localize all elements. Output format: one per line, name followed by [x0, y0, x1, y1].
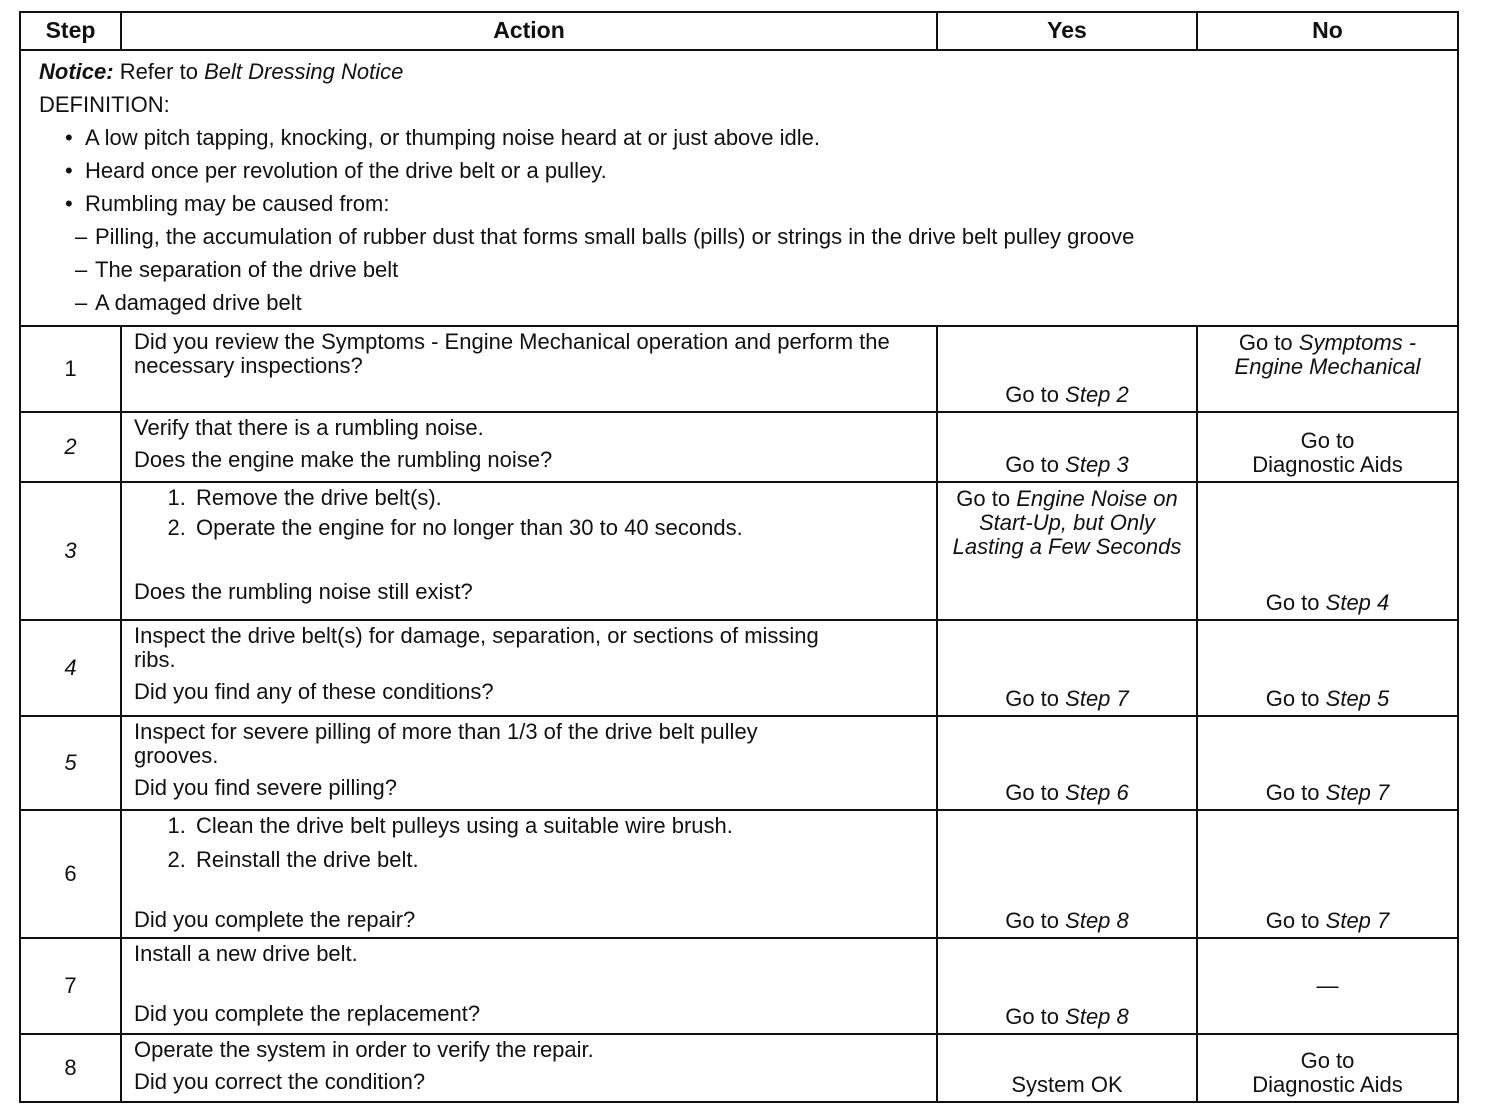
table-row: [20, 810, 1458, 938]
action-steps: [134, 486, 924, 540]
yes-prefix: Go to: [1005, 779, 1060, 805]
yes-cell[interactable]: [937, 326, 1197, 412]
action-text: Operate the system in order to verify the repair.: [134, 1037, 594, 1062]
yes-ref-link[interactable]: Step 3: [1065, 451, 1129, 477]
action-cell: [121, 1034, 937, 1102]
action-question: Did you find severe pilling?: [134, 775, 397, 801]
no-prefix: Go to: [1265, 685, 1320, 711]
action-cell: [121, 716, 937, 810]
yes-result: System OK: [1011, 1071, 1123, 1097]
action-text: Inspect for severe pilling of more than 1/3 of the drive belt pulley grooves.: [134, 719, 758, 769]
no-prefix: Go to: [1300, 1047, 1355, 1073]
definition-bullet: • A low pitch tapping, knocking, or thumping noise heard at or just above idle.: [87, 121, 1445, 154]
notice-ref-link[interactable]: Belt Dressing Notice: [204, 59, 404, 84]
action-cell: [121, 482, 937, 620]
action-text: Inspect the drive belt(s) for damage, separation, or sections of missing ribs.: [134, 623, 819, 673]
yes-ref-link[interactable]: Engine Noise on Start-Up, but Only Lasting a Few Seconds: [952, 486, 1182, 560]
yes-ref-link[interactable]: Step 8: [1065, 1003, 1129, 1029]
step-number: 1: [20, 326, 121, 412]
action-steps: [134, 814, 924, 872]
yes-cell[interactable]: [937, 1034, 1197, 1102]
notice-text: Refer to: [119, 59, 198, 84]
action-cell: [121, 620, 937, 716]
no-ref-link[interactable]: Diagnostic Aids: [1252, 1071, 1403, 1097]
definition-bullet: • Rumbling may be caused from:: [87, 187, 1445, 220]
action-question: Does the engine make the rumbling noise?: [134, 447, 553, 473]
no-prefix: Go to: [1265, 907, 1320, 933]
notice-label: Notice:: [39, 59, 114, 84]
no-ref-link[interactable]: Diagnostic Aids: [1252, 451, 1403, 477]
action-step: 2. Reinstall the drive belt.: [192, 848, 924, 872]
yes-cell[interactable]: [937, 482, 1197, 620]
header-no: No: [1197, 12, 1458, 50]
definition-bullet: • Heard once per revolution of the drive belt or a pulley.: [87, 154, 1445, 187]
action-question: Did you review the Symptoms - Engine Mechanical operation and perform the necessary inspections?: [134, 329, 890, 379]
action-cell: [121, 326, 937, 412]
step-number: 7: [20, 938, 121, 1034]
no-ref-link[interactable]: Step 7: [1325, 779, 1390, 805]
header-row: [20, 12, 1458, 50]
no-cell: [1197, 938, 1458, 1034]
no-ref-link[interactable]: Step 7: [1325, 907, 1390, 933]
table-row: [20, 482, 1458, 620]
step-number: 5: [20, 716, 121, 810]
cause-item: – A damaged drive belt: [97, 286, 1445, 319]
yes-prefix: Go to: [1005, 1003, 1060, 1029]
no-cell[interactable]: [1197, 716, 1458, 810]
yes-cell[interactable]: [937, 412, 1197, 482]
header-yes: Yes: [937, 12, 1197, 50]
table-row: [20, 412, 1458, 482]
table-row: [20, 1034, 1458, 1102]
table-row: [20, 620, 1458, 716]
action-question: Did you complete the replacement?: [134, 1001, 481, 1027]
action-text: Install a new drive belt.: [134, 941, 358, 966]
no-cell[interactable]: [1197, 482, 1458, 620]
no-cell[interactable]: [1197, 326, 1458, 412]
action-cell: [121, 412, 937, 482]
action-question: Did you correct the condition?: [134, 1069, 426, 1095]
yes-prefix: Go to: [1005, 451, 1060, 477]
definition-bullets: [39, 121, 1445, 220]
no-ref-link[interactable]: Step 4: [1325, 589, 1390, 615]
header-step: Step: [20, 12, 121, 50]
no-cell[interactable]: [1197, 412, 1458, 482]
yes-ref-link[interactable]: Step 8: [1065, 907, 1129, 933]
cause-item: – Pilling, the accumulation of rubber dust that forms small balls (pills) or strings in the drive belt pulley groove: [97, 220, 1445, 253]
no-prefix: Go to: [1238, 330, 1293, 355]
no-ref-link[interactable]: Symptoms - Engine Mechanical: [1234, 330, 1421, 380]
notice-cell: [20, 50, 1458, 326]
cause-list: [39, 220, 1445, 319]
yes-prefix: Go to: [1005, 381, 1060, 407]
action-text: Verify that there is a rumbling noise.: [134, 415, 484, 440]
yes-ref-link[interactable]: Step 7: [1065, 685, 1129, 711]
table-row: [20, 716, 1458, 810]
header-action: Action: [121, 12, 937, 50]
step-number: 4: [20, 620, 121, 716]
yes-prefix: Go to: [1005, 907, 1060, 933]
no-prefix: Go to: [1265, 779, 1320, 805]
action-step: 1. Remove the drive belt(s).: [192, 486, 924, 510]
step-number: 2: [20, 412, 121, 482]
no-prefix: Go to: [1300, 427, 1355, 453]
step-number: 8: [20, 1034, 121, 1102]
action-question: Did you complete the repair?: [134, 907, 416, 933]
yes-cell[interactable]: [937, 620, 1197, 716]
definition-heading: DEFINITION:: [39, 92, 170, 117]
diagnostic-table: [19, 11, 1459, 1103]
no-value: —: [1316, 972, 1339, 998]
no-cell[interactable]: [1197, 810, 1458, 938]
notice-row: [20, 50, 1458, 326]
yes-cell[interactable]: [937, 810, 1197, 938]
yes-ref-link[interactable]: Step 6: [1065, 779, 1129, 805]
action-cell: [121, 938, 937, 1034]
cause-item: – The separation of the drive belt: [97, 253, 1445, 286]
action-cell: [121, 810, 937, 938]
yes-cell[interactable]: [937, 716, 1197, 810]
no-cell[interactable]: [1197, 1034, 1458, 1102]
yes-ref-link[interactable]: Step 2: [1065, 381, 1129, 407]
step-number: 3: [20, 482, 121, 620]
table-row: [20, 938, 1458, 1034]
action-question: Does the rumbling noise still exist?: [134, 579, 473, 605]
no-cell[interactable]: [1197, 620, 1458, 716]
no-prefix: Go to: [1265, 589, 1320, 615]
yes-cell[interactable]: [937, 938, 1197, 1034]
step-number: 6: [20, 810, 121, 938]
yes-prefix: Go to: [1005, 685, 1060, 711]
table-row: [20, 326, 1458, 412]
action-step: 1. Clean the drive belt pulleys using a suitable wire brush.: [192, 814, 924, 838]
notice-line: [39, 55, 1445, 88]
action-question: Did you find any of these conditions?: [134, 679, 494, 705]
yes-prefix: Go to: [956, 486, 1011, 511]
action-step: 2. Operate the engine for no longer than 30 to 40 seconds.: [192, 516, 924, 540]
no-ref-link[interactable]: Step 5: [1325, 685, 1390, 711]
